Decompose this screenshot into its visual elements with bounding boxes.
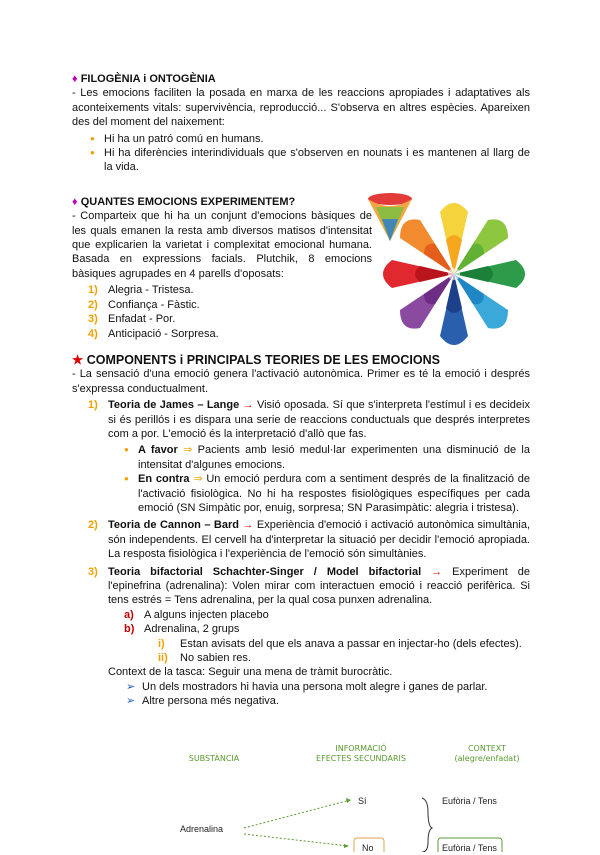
list-item xyxy=(88,327,372,341)
favor-text: Pacients amb lesió medul·lar experimenten una disminució de la intensitat d'algunes emocions. xyxy=(138,444,530,471)
list-number: 1) xyxy=(88,399,98,412)
list-number: 2) xyxy=(88,519,98,532)
favor-label: A favor xyxy=(138,444,178,457)
section-filogenia-body: - Les emocions faciliten la posada en marxa de les reaccions apropiades i adaptatives als aconteixements vitals: supervivència, reproducció... S'observa en altres espècies. Apareixen des del moment del naixement: xyxy=(72,87,530,129)
section-title-text: QUANTES EMOCIONS EXPERIMENTEM? xyxy=(80,195,296,208)
list-text: Confiança - Fàstic. xyxy=(108,298,200,311)
list-letter: b) xyxy=(124,623,135,636)
theory-arguments xyxy=(108,443,530,515)
list-text: A alguns injecten placebo xyxy=(144,608,269,621)
theory-james-lange xyxy=(88,398,530,515)
theory-text: Experiment de l'epinefrina (adrenalina): Volen mirar com interactuen emoció i reacció perifèrica. Si tens estrés = Tens adrenalina, per la qual cosa punxen adrenalina. xyxy=(108,565,530,607)
section-components-title xyxy=(72,353,530,367)
list-item: ➢ Un dels mostradors hi havia una persona molt alegre i ganes de parlar. xyxy=(126,680,530,694)
arrowhead-icon xyxy=(346,798,351,803)
star-icon: ★ xyxy=(72,352,84,367)
section-quantes-body: - Comparteix que hi ha un conjunt d'emocions bàsiques de les quals emanen la resta amb diversos matisos d'intensitat que explicarien la varietat i complexitat emocional humana. Basada en expressions facials. Plutchik, 8 emocions bàsiques agrupades en 4 parells d'oposats: xyxy=(72,210,372,280)
list-number: 3) xyxy=(88,313,98,326)
list-item: ● Hi ha un patró comú en humans. xyxy=(90,132,530,146)
diamond-bullet-icon: ♦ xyxy=(72,195,78,208)
right-arrow-icon: → xyxy=(242,399,254,412)
list-item xyxy=(124,622,530,665)
contra-label: En contra xyxy=(138,473,190,486)
theory-name: Teoria de Cannon – Bard xyxy=(108,519,239,532)
theory-text: Visió oposada. Sí que s'interpreta l'estímul i es decideix si és perillós i es dispara una serie de reaccions conductuals que després interpretes com a por. L'emoció és la interpretació d'allò que fas. xyxy=(108,399,530,440)
diagram-header-text: (alegre/enfadat) xyxy=(454,754,520,763)
list-letter: a) xyxy=(124,608,134,621)
document-page xyxy=(72,72,531,853)
diagram-header-text: INFORMACIÓ xyxy=(335,744,387,753)
experiment-groups xyxy=(108,608,530,666)
diagram-outcome-2: Eufòria / Tens xyxy=(442,843,497,853)
theory-name: Teoria bifactorial Schachter-Singer / Model bifactorial xyxy=(108,565,422,578)
theory-cannon-bard xyxy=(88,518,530,561)
filogenia-list xyxy=(72,132,530,175)
adrenaline-subgroups xyxy=(144,637,530,666)
list-item xyxy=(124,472,530,515)
diagram-header-text: CONTEXT xyxy=(467,744,507,753)
diagram-header-text: EFECTES SECUNDARIS xyxy=(316,754,406,763)
connector-yes-line xyxy=(244,800,350,828)
list-item xyxy=(158,637,530,651)
list-number: 4) xyxy=(88,327,98,340)
list-item xyxy=(124,443,530,472)
diagram-no: No xyxy=(362,843,374,853)
list-roman: i) xyxy=(158,637,165,650)
diagram-source: Adrenalina xyxy=(180,824,224,834)
section-title-text: COMPONENTS i PRINCIPALS TEORIES DE LES EMOCIONS xyxy=(86,352,440,367)
theory-name: Teoria de James – Lange xyxy=(108,399,240,412)
context-list xyxy=(108,680,530,709)
list-text: Estan avisats del que els anava a passar en injectar-ho (dels efectes). xyxy=(180,637,522,650)
list-item xyxy=(124,608,530,622)
list-roman: ii) xyxy=(158,652,168,665)
right-arrow-icon: → xyxy=(242,519,254,532)
plutchik-wheel-image xyxy=(362,189,530,351)
list-text: Adrenalina, 2 grups xyxy=(144,623,240,636)
theory-schachter-singer xyxy=(88,565,530,709)
section-filogenia-title xyxy=(72,72,530,86)
list-item: ● Hi ha diferències interindividuals que s'observen en nounats i es mantenen al llarg de la vida. xyxy=(90,146,530,175)
connector-no-line xyxy=(244,834,348,846)
brace-icon xyxy=(422,798,432,852)
list-number: 3) xyxy=(88,565,98,578)
arrowhead-icon xyxy=(344,844,349,848)
list-item: ➢ Altre persona més negativa. xyxy=(126,694,530,708)
right-arrow-icon: → xyxy=(431,565,443,578)
diagram-header-substance: SUBSTÀNCIA xyxy=(188,754,240,763)
list-text: No sabien res. xyxy=(180,652,251,665)
list-item xyxy=(158,651,530,665)
theory-text: Experiència d'emoció i activació autonòmica simultània, són independents. El cervell ha d'interpretar la situació per decidir l'emoció apropiada. La resposta fisiològica i l'experiència de l'emoció són simultànies. xyxy=(108,519,531,561)
diamond-bullet-icon: ♦ xyxy=(72,73,78,85)
section-quantes-title xyxy=(72,195,372,209)
section-components-body: - La sensació d'una emoció genera l'activació autonòmica. Primer es té la emoció i després s'expressa conductualment. xyxy=(72,368,530,395)
list-number: 1) xyxy=(88,284,98,297)
list-text: Alegria - Tristesa. xyxy=(108,284,194,297)
experiment-diagram xyxy=(178,742,530,852)
double-arrow-icon: ⇒ xyxy=(193,473,203,486)
double-arrow-icon: ⇒ xyxy=(183,444,193,457)
list-item xyxy=(88,298,372,312)
list-item xyxy=(88,312,372,326)
section-title-text: FILOGÈNIA i ONTOGÈNIA xyxy=(80,73,216,85)
context-text: Context de la tasca: Seguir una mena de tràmit burocràtic. xyxy=(108,666,393,679)
list-text: Enfadat - Por. xyxy=(108,313,176,326)
diagram-outcome-1: Eufòria / Tens xyxy=(442,796,497,806)
emotion-pairs-list xyxy=(72,283,372,341)
list-item xyxy=(88,283,372,297)
list-number: 2) xyxy=(88,298,98,311)
contra-text: Un emoció perdura com a sentiment després de la finalització de l'activació fisiològica. No hi ha respostes fisiològiques específiques per cada emoció (SN Simpàtic por, enuig, sorpresa; SN Parasimpàtic: alegria i tristesa). xyxy=(138,473,531,514)
diagram-yes: Sí xyxy=(358,796,367,806)
theories-list xyxy=(72,398,530,709)
list-text: Anticipació - Sorpresa. xyxy=(108,327,219,340)
